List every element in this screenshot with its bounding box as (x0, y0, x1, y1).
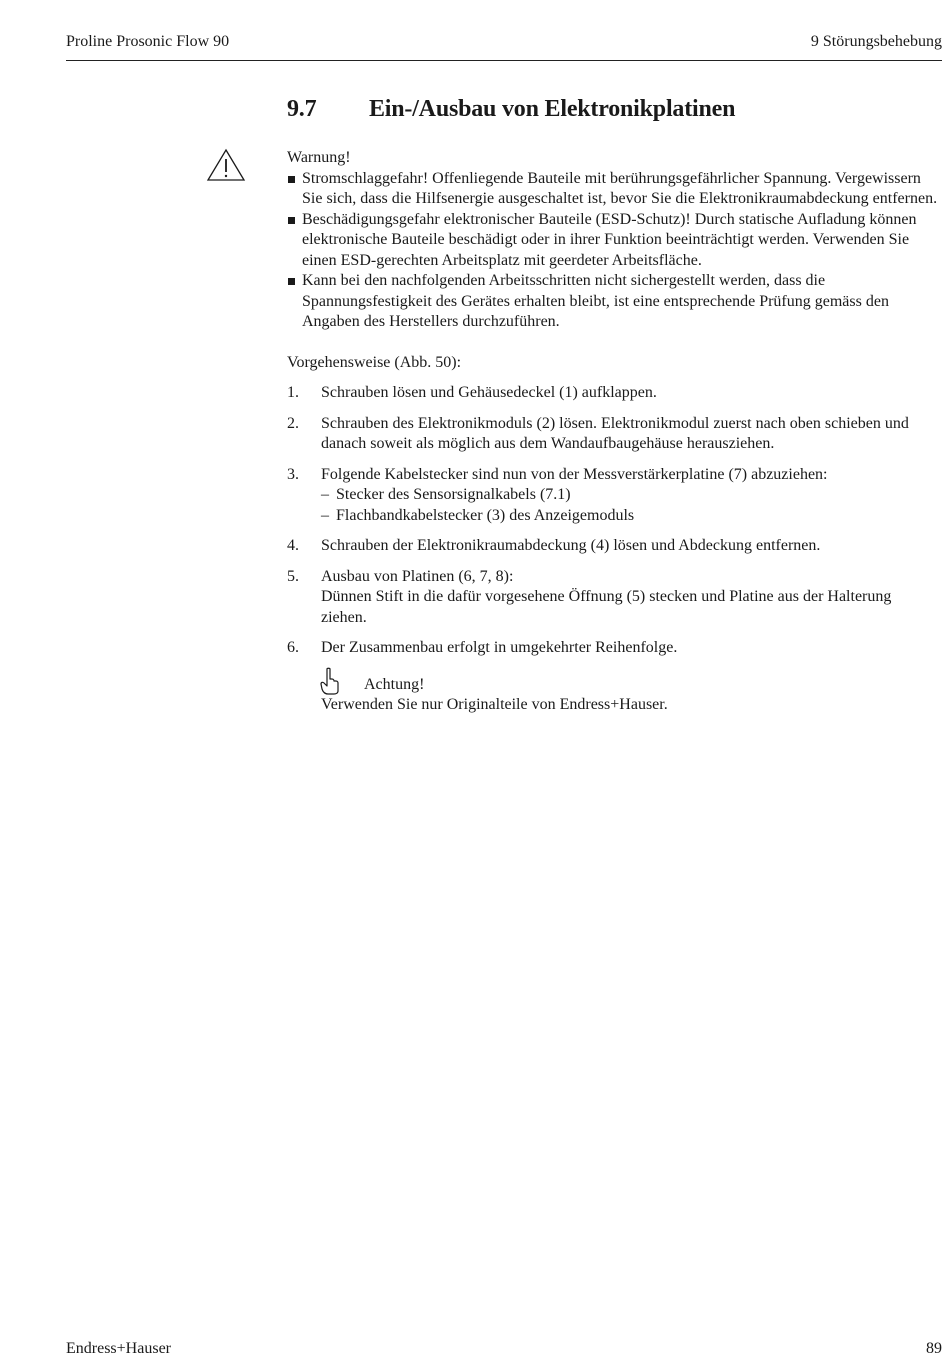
footer-company: Endress+Hauser (66, 1340, 171, 1357)
procedure-step (287, 567, 939, 629)
step-text: Schrauben lösen und Gehäusedeckel (1) aufklappen. (321, 384, 657, 401)
bullet-icon (288, 176, 295, 183)
sub-step-text: Stecker des Sensorsignalkabels (7.1) (336, 486, 571, 503)
warning-item (287, 271, 939, 333)
warning-item (287, 169, 939, 210)
procedure-step (287, 465, 939, 527)
dash-marker: – (321, 486, 329, 503)
step-number: 2. (287, 414, 299, 432)
step-text: Der Zusammenbau erfolgt in umgekehrter Reihenfolge. (321, 639, 678, 656)
step-text: Ausbau von Platinen (6, 7, 8): (321, 567, 514, 585)
main-content (287, 148, 939, 716)
section-heading (287, 96, 735, 123)
section-number: 9.7 (287, 96, 317, 122)
header-product-name: Proline Prosonic Flow 90 (66, 33, 230, 50)
step-number: 4. (287, 537, 299, 554)
bullet-icon (288, 278, 295, 285)
procedure-step (287, 536, 939, 557)
procedure-step (287, 638, 939, 659)
procedure-step (287, 383, 939, 404)
header-chapter: 9 Störungsbehebung (810, 33, 942, 50)
warning-item-text: Stromschlaggefahr! Offenliegende Bauteile mit berührungsgefährlicher Spannung. Vergewissern Sie sich, dass die Hilfsenergie ausgeschaltet ist, bevor Sie die Elektronikraumabdeckung entfernen. (302, 169, 938, 207)
step-number: 1. (287, 384, 299, 401)
procedure-intro: Vorgehensweise (Abb. 50): (287, 353, 462, 371)
step-number: 6. (287, 639, 299, 656)
procedure-steps (287, 383, 939, 659)
section-title: Ein-/Ausbau von Elektronikplatinen (369, 96, 736, 122)
page-number: 89 (926, 1340, 942, 1357)
warning-label: Warnung! (287, 149, 351, 166)
caution-label: Achtung! (364, 675, 425, 693)
step-text: Schrauben des Elektronikmoduls (2) lösen. Elektronikmodul zuerst nach oben schieben und danach soweit als möglich aus dem Wandaufbaugehäuse herausziehen. (321, 414, 909, 452)
step-number: 5. (287, 567, 299, 585)
warning-item (287, 210, 939, 272)
caution-note (321, 675, 939, 716)
sub-step (321, 506, 939, 527)
warning-item-text: Beschädigungsgefahr elektronischer Bauteile (ESD-Schutz)! Durch statische Aufladung können elektronische Bauteile beschädigt oder in ihrer Funktion beeinträchtigt werden. Verwenden Sie einen ESD-gerechten Arbeitsplatz mit geerdeter Arbeitsfläche. (302, 210, 917, 269)
step-number: 3. (287, 465, 299, 483)
warning-list (287, 169, 939, 333)
pointing-hand-icon (319, 667, 341, 695)
sub-step-text: Flachbandkabelstecker (3) des Anzeigemoduls (336, 506, 635, 524)
bullet-icon (288, 217, 295, 224)
caution-text: Verwenden Sie nur Originalteile von Endress+Hauser. (321, 696, 668, 713)
step-text: Folgende Kabelstecker sind nun von der Messverstärkerplatine (7) abzuziehen: (321, 465, 828, 483)
sub-step (321, 485, 939, 506)
warning-item-text: Kann bei den nachfolgenden Arbeitsschritten nicht sichergestellt werden, dass die Spannungsfestigkeit des Gerätes erhalten bleibt, ist eine entsprechende Prüfung gemäss den Angaben des Herstellers durchzuführen. (302, 272, 889, 330)
procedure-step (287, 414, 939, 455)
step-text: Schrauben der Elektronikraumabdeckung (4) lösen und Abdeckung entfernen. (321, 537, 821, 554)
warning-triangle-icon (206, 148, 246, 182)
step-text-continued: Dünnen Stift in die dafür vorgesehene Öffnung (5) stecken und Platine aus der Halterung ziehen. (321, 588, 892, 626)
dash-marker: – (321, 506, 329, 524)
header-divider (66, 60, 942, 61)
